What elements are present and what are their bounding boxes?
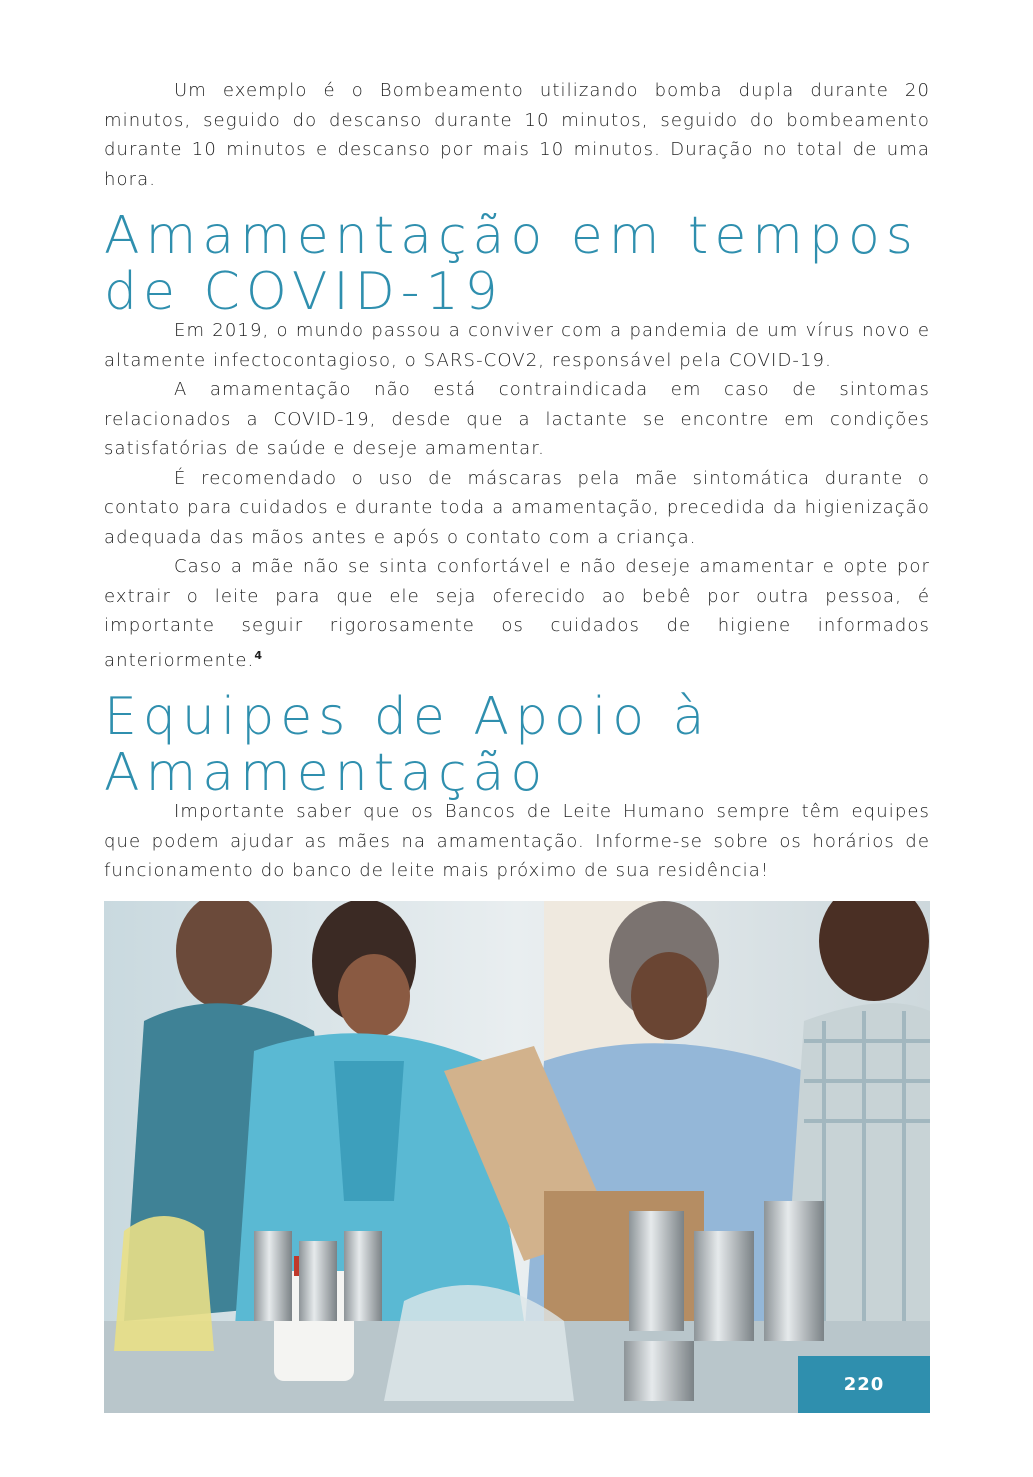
section-title-support: Equipes de Apoio à Amamentação bbox=[104, 687, 711, 803]
covid-paragraph-2: A amamentação não está contraindicada em caso de sintomas relacionados a COVID-19, desde que a lactante se encontre em condições satisfatórias de saúde e deseje amamentar. bbox=[104, 379, 930, 459]
intro-paragraph: Um exemplo é o Bombeamento utilizando bomba dupla durante 20 minutos, seguido do descanso durante 10 minutos, seguido do bombeamento durante 10 minutos e descanso por mais 10 minutos. Duração no total de uma hora. bbox=[104, 80, 930, 190]
volunteers-photo-illustration bbox=[104, 901, 930, 1413]
covid-paragraph-4 bbox=[104, 552, 930, 675]
page-number: 220 bbox=[798, 1356, 930, 1413]
covid-paragraph-4-text: Caso a mãe não se sinta confortável e não deseje amamentar e opte por extrair o leite para que ele seja oferecido ao bebê por outra pessoa, é importante seguir rigorosamente os cuidados de higiene informados anteriormente. bbox=[104, 556, 930, 671]
footnote-ref: 4 bbox=[254, 648, 262, 662]
volunteers-photo bbox=[104, 901, 930, 1413]
covid-paragraph-1: Em 2019, o mundo passou a conviver com a pandemia de um vírus novo e altamente infectocontagioso, o SARS-COV2, responsável pela COVID-19. bbox=[104, 320, 930, 371]
page-content bbox=[104, 76, 930, 886]
covid-paragraph-3: É recomendado o uso de máscaras pela mãe sintomática durante o contato para cuidados e durante toda a amamentação, precedida da higienização adequada das mãos antes e após o contato com a criança. bbox=[104, 467, 930, 548]
section-title-covid: Amamentação em tempos de COVID-19 bbox=[104, 206, 919, 322]
support-paragraph: Importante saber que os Bancos de Leite Humano sempre têm equipes que podem ajudar as mães na amamentação. Informe-se sobre os horários de funcionamento do banco de leite mais próximo de sua residência! bbox=[104, 801, 930, 881]
